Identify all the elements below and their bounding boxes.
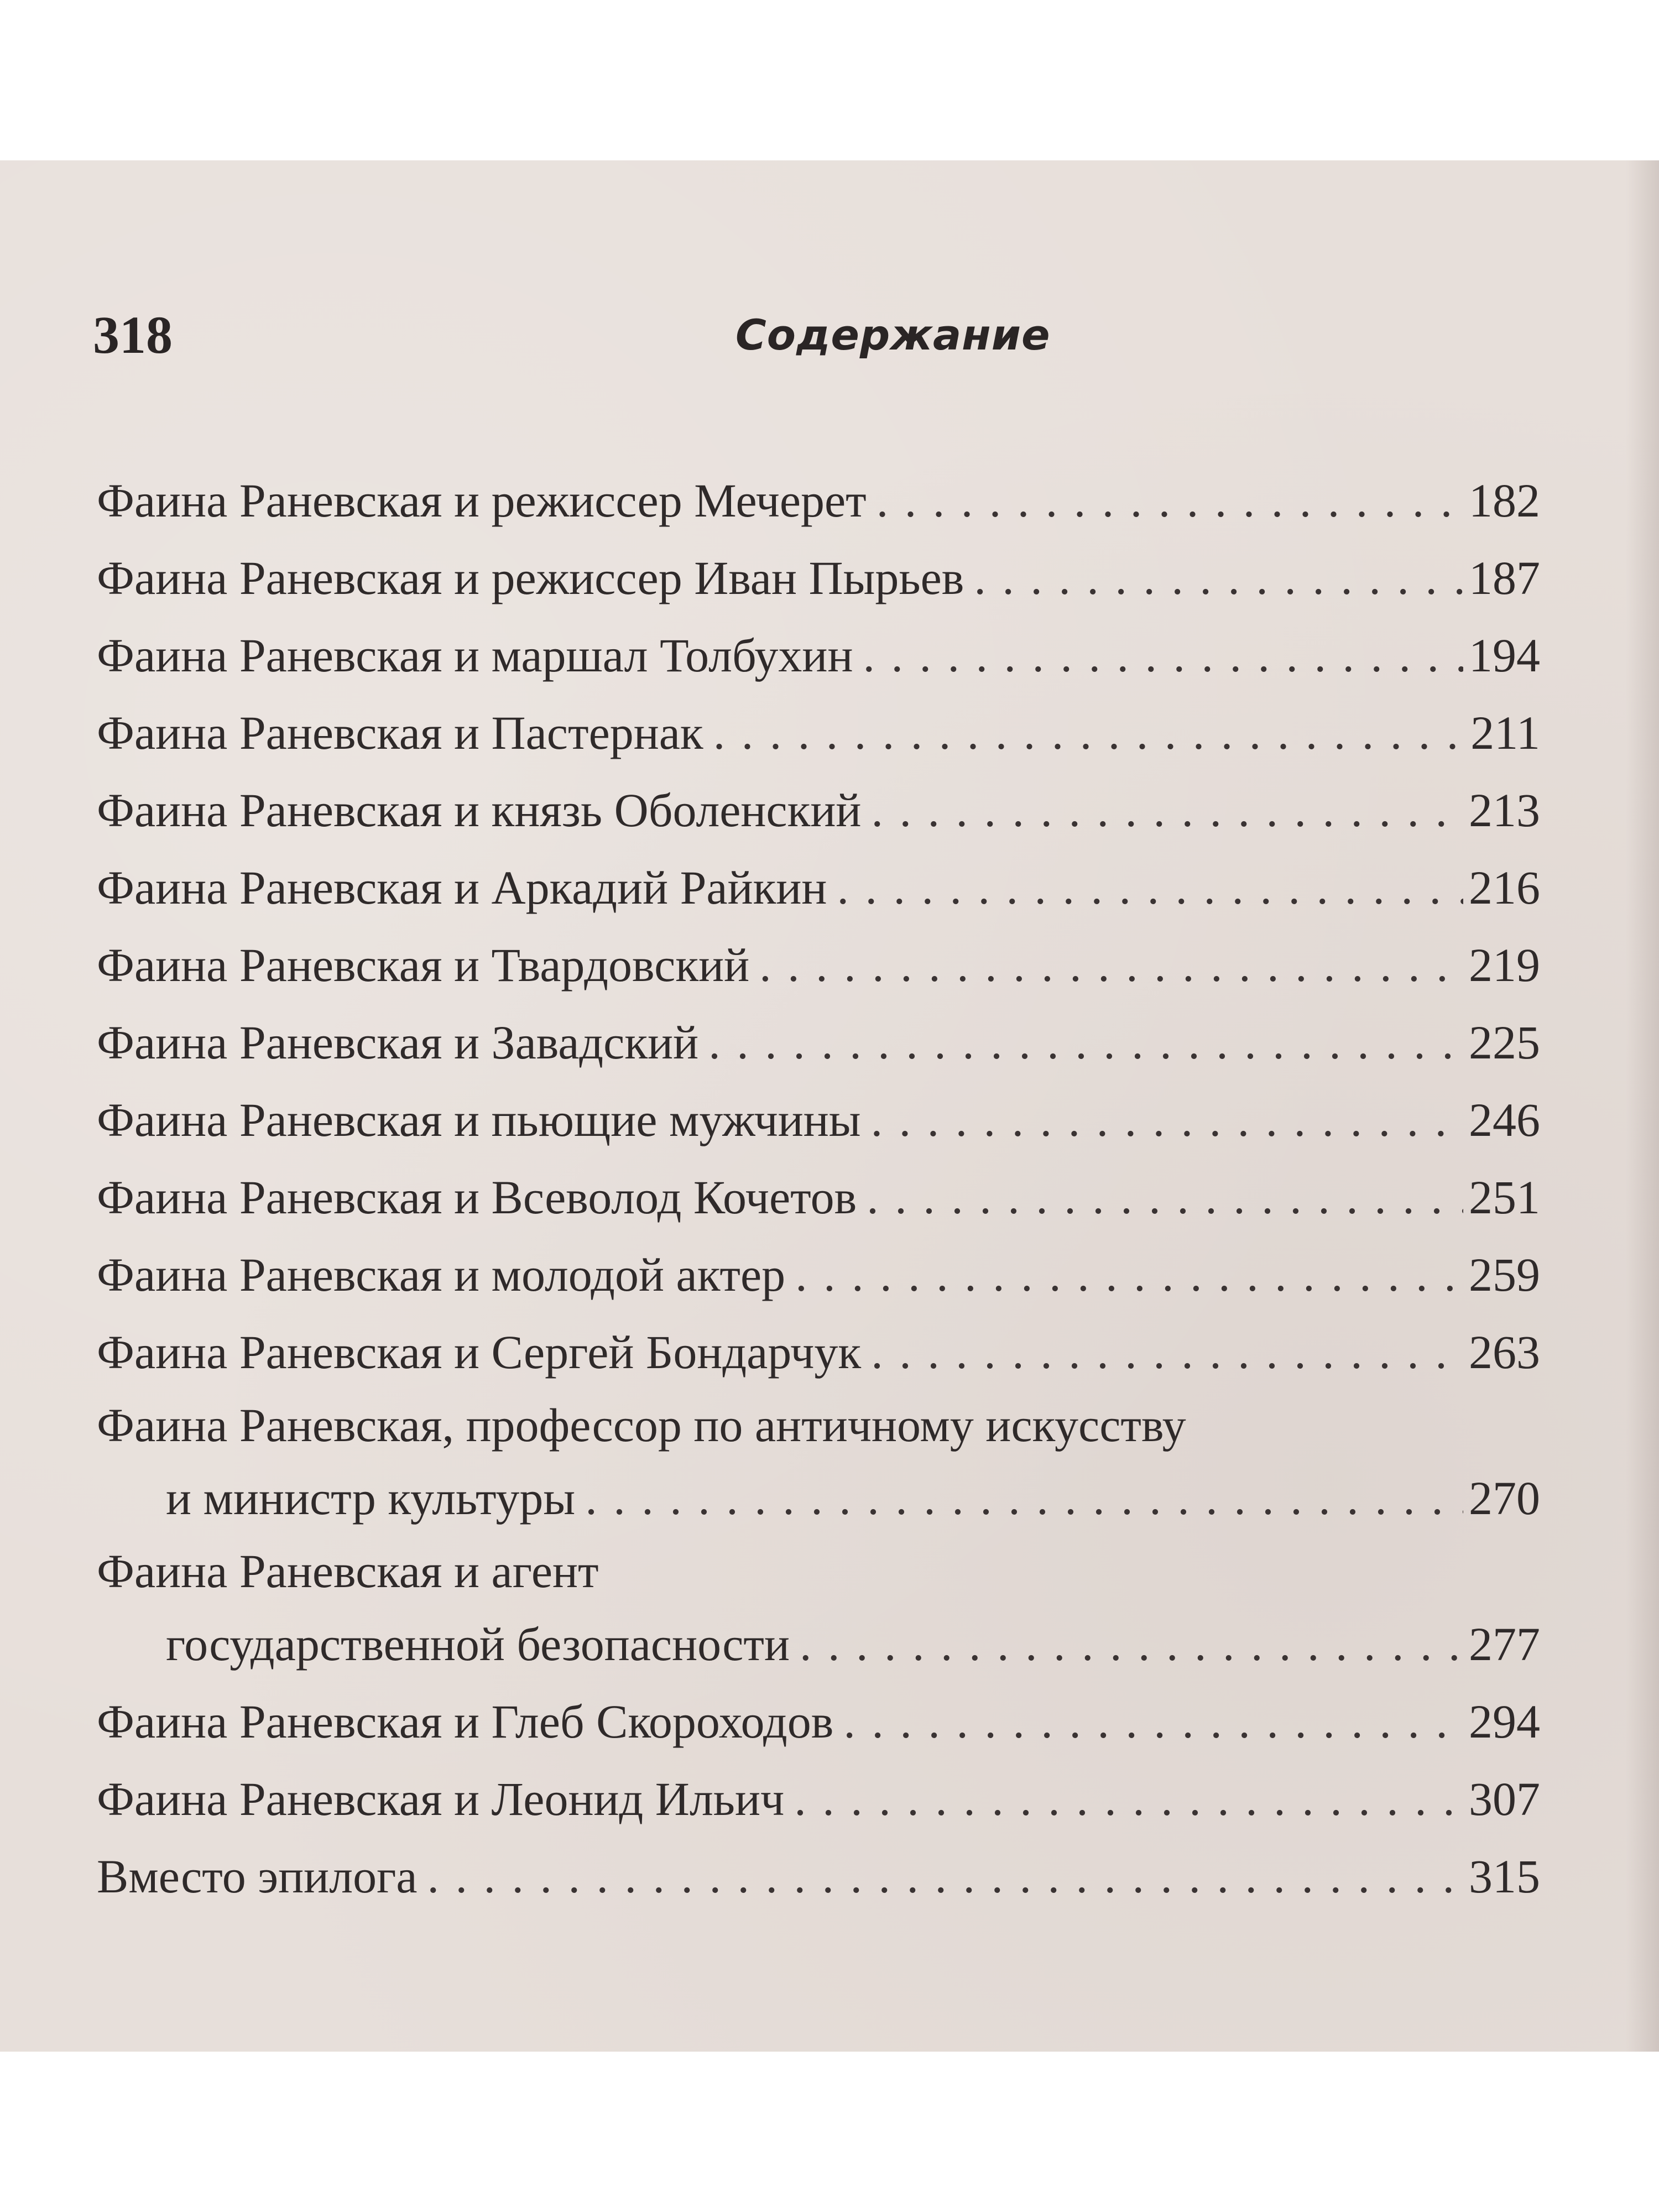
toc-entry	[97, 1391, 1540, 1537]
toc-entry-title: Фаина Раневская и Пастернак	[97, 706, 703, 759]
page-number: 318	[93, 305, 173, 364]
toc-entry-title-line1: Фаина Раневская и агент	[97, 1545, 599, 1598]
toc-entry	[97, 1537, 1540, 1683]
toc-entry-page: 225	[1469, 1016, 1540, 1069]
toc-entry-page: 263	[1469, 1326, 1540, 1379]
running-title: Содержание	[735, 310, 1051, 359]
dot-leader	[871, 771, 1463, 849]
toc-entry	[97, 462, 1540, 539]
toc-entry	[97, 539, 1540, 617]
dot-leader	[795, 1236, 1463, 1313]
toc-entry-page: 307	[1469, 1772, 1540, 1825]
toc-entry-page: 213	[1469, 784, 1540, 837]
dot-leader	[877, 462, 1463, 539]
toc-entry-page: 315	[1469, 1850, 1540, 1903]
dot-leader	[585, 1459, 1463, 1537]
dot-leader	[974, 539, 1463, 617]
toc-entry	[97, 1838, 1540, 1915]
dot-leader	[871, 1313, 1463, 1391]
toc-entry-title: Фаина Раневская и Аркадий Райкин	[97, 861, 827, 914]
toc-entry-title: Фаина Раневская и молодой актер	[97, 1248, 786, 1301]
toc-entry-page: 251	[1469, 1171, 1540, 1224]
toc-entry-page: 194	[1469, 629, 1540, 682]
dot-leader	[708, 1004, 1463, 1081]
toc-entry	[97, 694, 1540, 771]
dot-leader	[800, 1605, 1463, 1683]
toc-entry-title: Фаина Раневская и маршал Толбухин	[97, 629, 853, 682]
toc-entry	[97, 1313, 1540, 1391]
dot-leader	[843, 1683, 1463, 1760]
toc-entry-title: и министр культуры	[166, 1472, 576, 1525]
toc-entry-title-line1: Фаина Раневская, профессор по античному искусству	[97, 1399, 1186, 1452]
toc-entry-title: Фаина Раневская и Леонид Ильич	[97, 1772, 785, 1825]
dot-leader	[867, 1159, 1463, 1236]
toc-entry-page: 211	[1470, 706, 1540, 759]
toc-entry-page: 187	[1469, 551, 1540, 604]
toc-entry-page: 182	[1469, 474, 1540, 527]
toc-entry-title: Фаина Раневская и князь Оболенский	[97, 784, 862, 837]
toc-entry-page: 270	[1469, 1472, 1540, 1525]
toc-entry-title: государственной безопасности	[166, 1618, 790, 1671]
toc-entry-page: 294	[1469, 1695, 1540, 1748]
dot-leader	[713, 694, 1465, 771]
toc-entry	[97, 926, 1540, 1004]
toc-entry-title: Фаина Раневская и пьющие мужчины	[97, 1093, 861, 1146]
dot-leader	[863, 617, 1463, 694]
toc-entry-title: Фаина Раневская и режиссер Иван Пырьев	[97, 551, 964, 604]
toc-entry	[97, 1081, 1540, 1159]
toc-entry-title: Фаина Раневская и Всеволод Кочетов	[97, 1171, 857, 1224]
toc-entry	[97, 1159, 1540, 1236]
toc-entry-title: Фаина Раневская и Твардовский	[97, 938, 750, 992]
dot-leader	[837, 849, 1463, 926]
toc-entry-page: 216	[1469, 861, 1540, 914]
dot-leader	[759, 926, 1463, 1004]
toc-entry	[97, 1760, 1540, 1838]
toc-entry-title: Фаина Раневская и режиссер Мечерет	[97, 474, 867, 527]
toc-entry-title: Фаина Раневская и Завадский	[97, 1016, 699, 1069]
table-of-contents	[97, 462, 1540, 1915]
toc-entry-title: Вместо эпилога	[97, 1850, 418, 1903]
toc-entry-title: Фаина Раневская и Глеб Скороходов	[97, 1695, 834, 1748]
toc-entry-page: 246	[1469, 1093, 1540, 1146]
toc-entry	[97, 1236, 1540, 1313]
toc-entry	[97, 849, 1540, 926]
toc-entry-page: 259	[1469, 1248, 1540, 1301]
dot-leader	[871, 1081, 1463, 1159]
toc-entry-page: 219	[1469, 938, 1540, 992]
dot-leader	[794, 1760, 1463, 1838]
dot-leader	[427, 1838, 1463, 1915]
toc-entry	[97, 1004, 1540, 1081]
toc-entry	[97, 771, 1540, 849]
book-page	[0, 160, 1659, 2052]
toc-entry-title: Фаина Раневская и Сергей Бондарчук	[97, 1326, 862, 1379]
toc-entry	[97, 1683, 1540, 1760]
toc-entry-page: 277	[1469, 1618, 1540, 1671]
toc-entry	[97, 617, 1540, 694]
